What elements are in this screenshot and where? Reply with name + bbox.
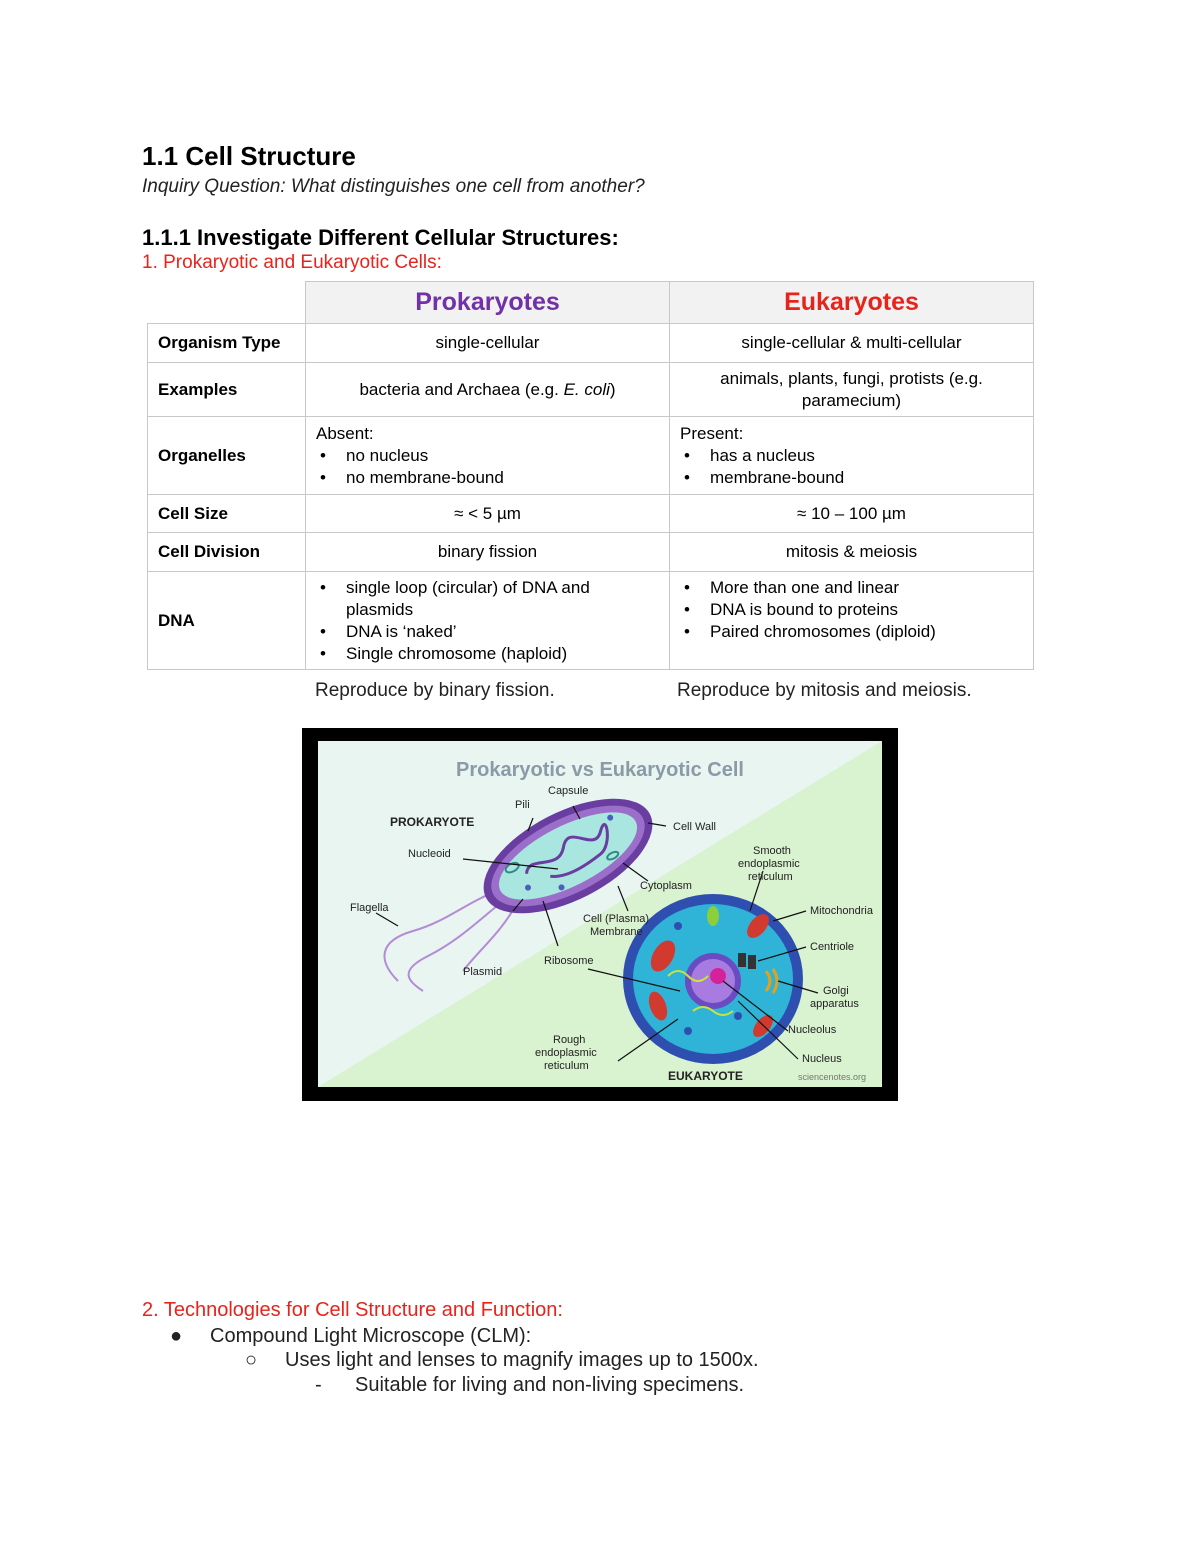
cell-pro-cell-division: binary fission — [306, 533, 670, 572]
list-item: • DNA is bound to proteins — [680, 599, 1023, 621]
row-label-organelles: Organelles — [148, 417, 306, 495]
figure-credit: sciencenotes.org — [798, 1072, 867, 1082]
label-pili: Pili — [515, 799, 530, 811]
list-item: • no membrane-bound — [316, 467, 659, 489]
bullet-level-1 — [170, 1325, 531, 1348]
figure-title: Prokaryotic vs Eukaryotic Cell — [456, 759, 744, 781]
label-golgi-1: Golgi — [823, 985, 849, 997]
cell-euk-dna — [670, 572, 1034, 670]
table-row — [148, 417, 1034, 495]
dash-bullet-icon: - — [315, 1374, 322, 1396]
row-label-organism-type: Organism Type — [148, 324, 306, 363]
cell-euk-organelles — [670, 417, 1034, 495]
examples-species: E. coli — [563, 379, 610, 399]
label-ribosome: Ribosome — [544, 955, 594, 967]
label-cell-membrane-2: Membrane — [590, 926, 643, 938]
inquiry-question: Inquiry Question: What distinguishes one cell from another? — [142, 176, 645, 197]
label-capsule: Capsule — [548, 785, 589, 797]
cell-pro-organelles — [306, 417, 670, 495]
table-row — [148, 495, 1034, 533]
cell-diagram-svg — [318, 741, 882, 1087]
label-rough-er-1: Rough — [553, 1034, 586, 1046]
row-label-cell-size: Cell Size — [148, 495, 306, 533]
bullet-3-text: Suitable for living and non-living specimens. — [355, 1374, 745, 1396]
cell-euk-cell-size: ≈ 10 – 100 µm — [670, 495, 1034, 533]
label-golgi-2: apparatus — [810, 998, 859, 1010]
cell-pro-dna — [306, 572, 670, 670]
section-1-heading: 1. Prokaryotic and Eukaryotic Cells: — [142, 252, 442, 273]
row-label-cell-division: Cell Division — [148, 533, 306, 572]
list-item: • membrane-bound — [680, 467, 1023, 489]
row-label-dna: DNA — [148, 572, 306, 670]
label-cell-wall: Cell Wall — [673, 821, 716, 833]
row-label-examples: Examples — [148, 363, 306, 417]
label-cell-membrane-1: Cell (Plasma) — [583, 913, 650, 925]
label-mitochondria: Mitochondria — [810, 905, 873, 917]
prokaryote-label: PROKARYOTE — [390, 815, 475, 829]
list-item: • Paired chromosomes (diploid) — [680, 621, 1023, 643]
bullet-1-text: Compound Light Microscope (CLM): — [210, 1325, 532, 1347]
header-eukaryotes: Eukaryotes — [670, 282, 1034, 324]
list-item: • More than one and linear — [680, 577, 1023, 599]
figure-canvas — [318, 741, 882, 1087]
bullet-level-3 — [315, 1374, 744, 1397]
note-eukaryote-reproduction: Reproduce by mitosis and meiosis. — [677, 680, 972, 701]
label-nucleus: Nucleus — [802, 1053, 842, 1065]
page-title: 1.1 Cell Structure — [142, 141, 356, 171]
label-smooth-er-1: Smooth — [753, 845, 791, 857]
cell-euk-examples: animals, plants, fungi, protists (e.g. paramecium) — [670, 363, 1034, 417]
label-centriole: Centriole — [810, 941, 855, 953]
label-rough-er-2: endoplasmic — [535, 1047, 597, 1059]
list-item: • DNA is ‘naked’ — [316, 621, 659, 643]
examples-suffix: ) — [609, 379, 616, 399]
label-rough-er-3: reticulum — [544, 1060, 589, 1072]
subheading: 1.1.1 Investigate Different Cellular Structures: — [142, 225, 619, 250]
table-header-row — [148, 282, 1034, 324]
label-smooth-er-3: reticulum — [748, 871, 793, 883]
table-row — [148, 363, 1034, 417]
hollow-bullet-icon: ○ — [245, 1349, 258, 1371]
note-prokaryote-reproduction: Reproduce by binary fission. — [315, 680, 555, 701]
list-item: • Single chromosome (haploid) — [316, 643, 659, 665]
cell-pro-examples — [306, 363, 670, 417]
organelles-pro-head: Absent: — [316, 423, 374, 443]
label-nucleolus: Nucleolus — [788, 1024, 837, 1036]
table-row — [148, 572, 1034, 670]
cell-euk-cell-division: mitosis & meiosis — [670, 533, 1034, 572]
cell-euk-organism-type: single-cellular & multi-cellular — [670, 324, 1034, 363]
examples-prefix: bacteria and Archaea (e.g. — [359, 379, 564, 399]
eukaryote-label: EUKARYOTE — [668, 1069, 743, 1083]
cell-pro-organism-type: single-cellular — [306, 324, 670, 363]
section-2-heading: 2. Technologies for Cell Structure and Function: — [142, 1299, 563, 1321]
cell-comparison-figure — [302, 728, 898, 1101]
organelles-euk-head: Present: — [680, 423, 744, 443]
table-row — [148, 533, 1034, 572]
header-prokaryotes: Prokaryotes — [306, 282, 670, 324]
table-row — [148, 324, 1034, 363]
label-cytoplasm: Cytoplasm — [640, 880, 692, 892]
list-item: • no nucleus — [316, 445, 659, 467]
bullet-level-2 — [245, 1349, 759, 1372]
list-item: • single loop (circular) of DNA and plasmids — [316, 577, 659, 621]
cell-pro-cell-size: ≈ < 5 µm — [306, 495, 670, 533]
bullet-2-text: Uses light and lenses to magnify images up to 1500x. — [285, 1349, 759, 1371]
label-flagella: Flagella — [350, 902, 389, 914]
comparison-table — [147, 281, 1034, 670]
label-nucleoid: Nucleoid — [408, 848, 451, 860]
label-smooth-er-2: endoplasmic — [738, 858, 800, 870]
label-plasmid: Plasmid — [463, 966, 503, 978]
table-corner — [148, 282, 306, 324]
filled-bullet-icon: ● — [170, 1325, 183, 1347]
list-item: • has a nucleus — [680, 445, 1023, 467]
